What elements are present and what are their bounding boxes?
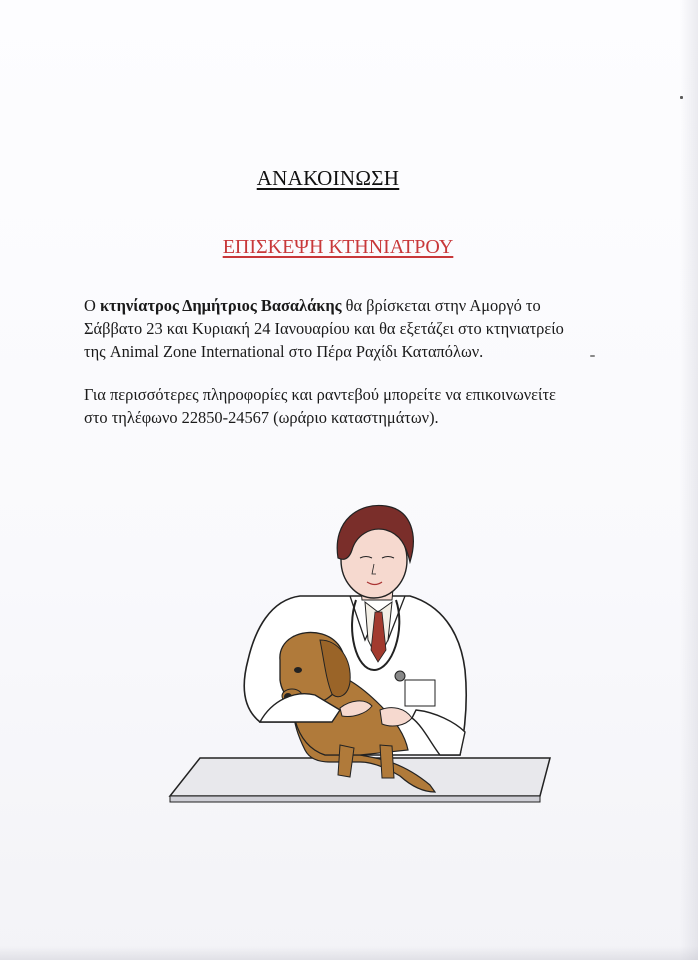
page-edge-shadow bbox=[680, 0, 698, 960]
announcement-title: ΑΝΑΚΟΙΝΩΣΗ bbox=[256, 166, 400, 190]
page-bottom-shadow bbox=[0, 946, 698, 960]
lead-text: Ο bbox=[84, 296, 100, 315]
scan-speck bbox=[680, 96, 683, 99]
veterinarian-with-dog-icon bbox=[160, 500, 560, 810]
vet-name: κτηνίατρος Δημήτριος Βασαλάκης bbox=[99, 296, 342, 315]
contact-line: Για περισσότερες πληροφορίες και ραντεβού μπορείτε να επικοινωνείτε bbox=[84, 385, 556, 404]
line1-rest: θα βρίσκεται στην Αμοργό το bbox=[341, 296, 541, 315]
contact-paragraph bbox=[84, 383, 644, 429]
dates-line: Σάββατο 23 και Κυριακή 24 Ιανουαρίου και θα εξετάζει στο κτηνιατρείο bbox=[84, 319, 564, 338]
phone-line: στο τηλέφωνο 22850-24567 (ωράριο καταστημάτων). bbox=[84, 408, 439, 427]
location-line: της Animal Zone International στο Πέρα Ραχίδι Καταπόλων. bbox=[84, 342, 484, 361]
info-paragraph bbox=[84, 294, 644, 363]
visit-subtitle: ΕΠΙΣΚΕΨΗ ΚΤΗΝΙΑΤΡΟΥ bbox=[222, 236, 454, 258]
